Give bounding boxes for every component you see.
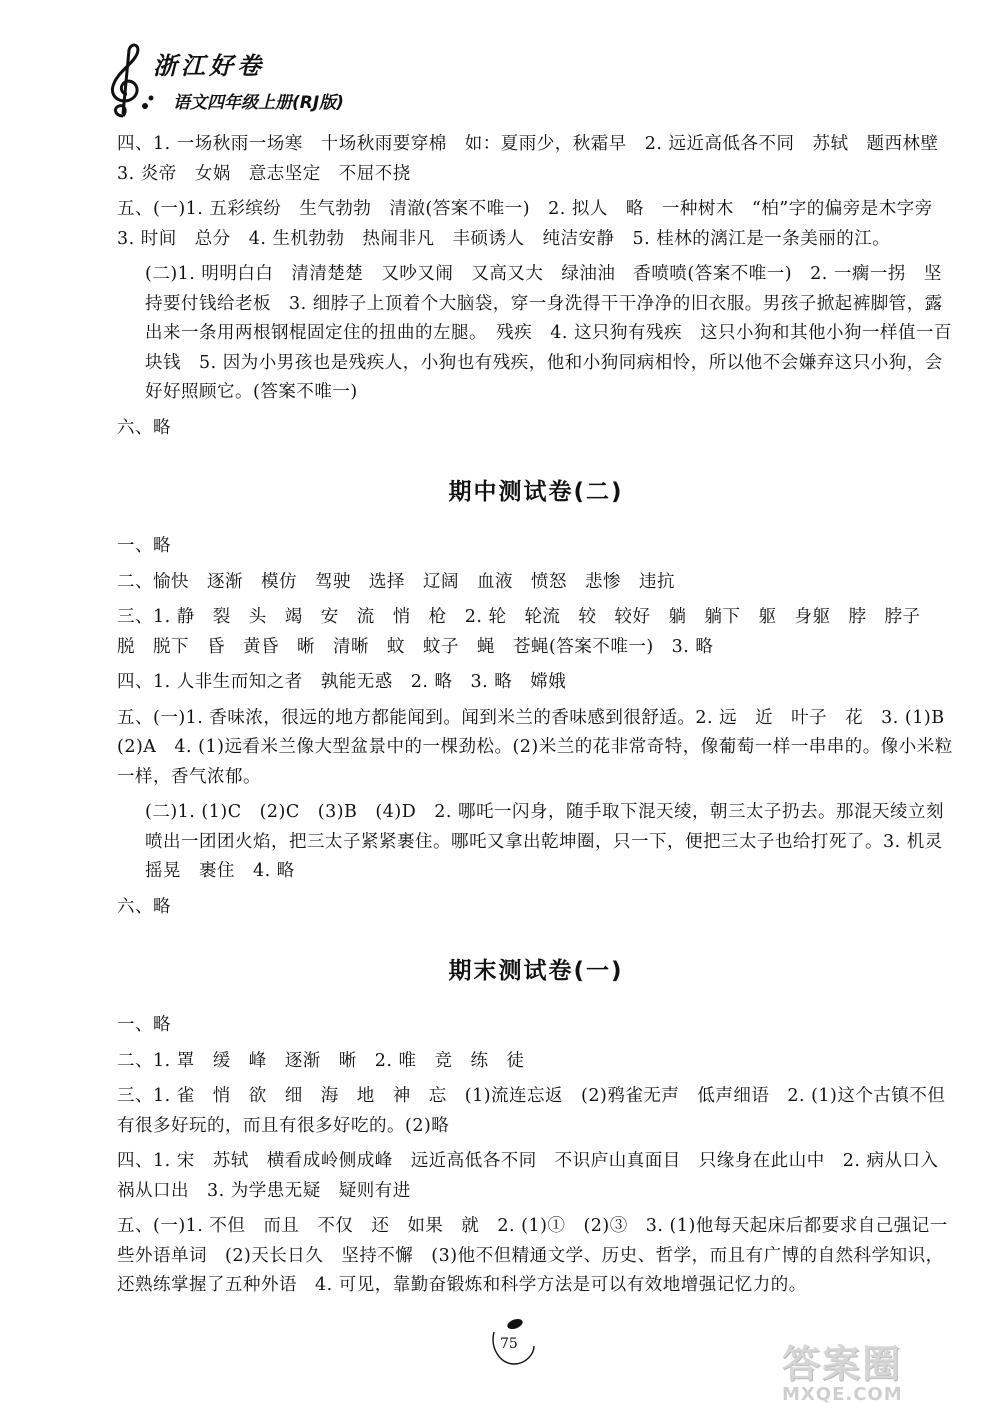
answer-paragraph: 二、愉快 逐渐 模仿 驾驶 选择 辽阔 血液 愤怒 悲惨 违抗 — [117, 571, 675, 592]
answer-paragraph: 六、略 — [117, 417, 171, 438]
page-number: 75 — [500, 1336, 518, 1352]
answer-paragraph: 五、(一)1. 不但 而且 不仅 还 如果 就 2. (1)① (2)③ 3. (1)他每天起床后都要求自己强记一些外语单词 (2)天长日久 坚持不懈 (3)他不但精通文学、历史、哲学，而且有广博的自然科学知识，还熟练掌握了五种外语 4. 可见，靠勤奋锻炼和科学方法是可以有效地增强记忆力的。 — [117, 1216, 948, 1295]
answer-content — [117, 130, 963, 1307]
page-number-badge — [488, 1318, 538, 1368]
answer-paragraph: 一、略 — [117, 1015, 171, 1035]
answer-paragraph: (二)1. 明明白白 清清楚楚 又吵又闹 又高又大 绿油油 香喷喷(答案不唯一) 2. 一瘸一拐 坚持要付钱给老板 3. 细脖子上顶着个大脑袋，穿一身洗得干干净净的旧衣服。男孩子掀起裤脚管，露出来一条用两根钢棍固定住的扭曲的左腿。 残疾 4. 这只狗有残疾 这只小狗和其他小狗一样值一百块钱 5. 因为小男孩也是残疾人，小狗也有残疾，他和小狗同病相怜，所以他不会嫌弃这只小狗，会好好照顾它。(答案不唯一) — [145, 264, 953, 402]
answer-paragraph: 四、1. 人非生而知之者 孰能无惑 2. 略 3. 略 嫦娥 — [117, 672, 567, 692]
answer-paragraph: 一、略 — [117, 536, 171, 556]
answer-paragraph: 四、1. 一场秋雨一场寒 十场秋雨要穿棉 如：夏雨少，秋霜早 2. 远近高低各不同 苏轼 题西林壁 3. 炎帝 女娲 意志坚定 不屈不挠 — [117, 134, 957, 184]
answer-paragraph: (二)1. (1)C (2)C (3)B (4)D 2. 哪吒一闪身，随手取下混天绫，朝三太子扔去。那混天绫立刻喷出一团团火焰，把三太子紧紧裹住。哪吒又拿出乾坤圈，只一下，便把三太子也给打死了。3. 机灵 摇晃 裹住 4. 略 — [145, 802, 961, 881]
answer-paragraph: 六、略 — [117, 896, 171, 917]
answer-paragraph: 四、1. 宋 苏轼 横看成岭侧成峰 远近高低各不同 不识庐山真面目 只缘身在此山中 2. 病从口入 祸从口出 3. 为学患无疑 疑则有进 — [117, 1151, 957, 1201]
watermark — [782, 1333, 982, 1403]
answer-paragraph: 三、1. 雀 悄 欲 细 海 地 神 忘 (1)流连忘返 (2)鸦雀无声 低声细语 2. (1)这个古镇不但有很多好玩的，而且有很多好吃的。(2)略 — [117, 1086, 946, 1136]
section-heading: 期中测试卷(二) — [448, 479, 624, 505]
answer-paragraph: 三、1. 静 裂 头 竭 安 流 悄 枪 2. 轮 轮流 较 较好 躺 躺下 躯 身躯 脖 脖子 脱 脱下 昏 黄昏 晰 清晰 蚊 蚊子 蝇 苍蝇(答案不唯一) 3. 略 — [117, 607, 939, 657]
treble-clef-icon — [95, 40, 155, 120]
book-subtitle: 语文四年级上册(RJ版) — [173, 93, 344, 113]
book-header — [95, 40, 435, 120]
watermark-logo-text: 答案圈 — [782, 1342, 903, 1386]
leaf-icon — [506, 1318, 524, 1330]
section-heading: 期末测试卷(一) — [448, 958, 624, 984]
answer-paragraph: 二、1. 罩 缓 峰 逐渐 晰 2. 唯 竞 练 徒 — [117, 1050, 525, 1071]
watermark-url: MXQE.COM — [782, 1384, 903, 1405]
answer-paragraph: 五、(一)1. 香味浓，很远的地方都能闻到。闻到米兰的香味感到很舒适。2. 远 近 叶子 花 3. (1)B (2)A 4. (1)远看米兰像大型盆景中的一棵劲松。(2)米兰的花非常奇特，像葡萄一样一串串的。像小米粒一样，香气浓郁。 — [117, 707, 963, 787]
answer-paragraph: 五、(一)1. 五彩缤纷 生气勃勃 清澈(答案不唯一) 2. 拟人 略 一种树木 “柏”字的偏旁是木字旁 3. 时间 总分 4. 生机勃勃 热闹非凡 丰硕诱人 纯洁安静 5. 桂林的漓江是一条美丽的江。 — [117, 199, 951, 249]
book-title: 浙江好卷 — [153, 52, 265, 80]
